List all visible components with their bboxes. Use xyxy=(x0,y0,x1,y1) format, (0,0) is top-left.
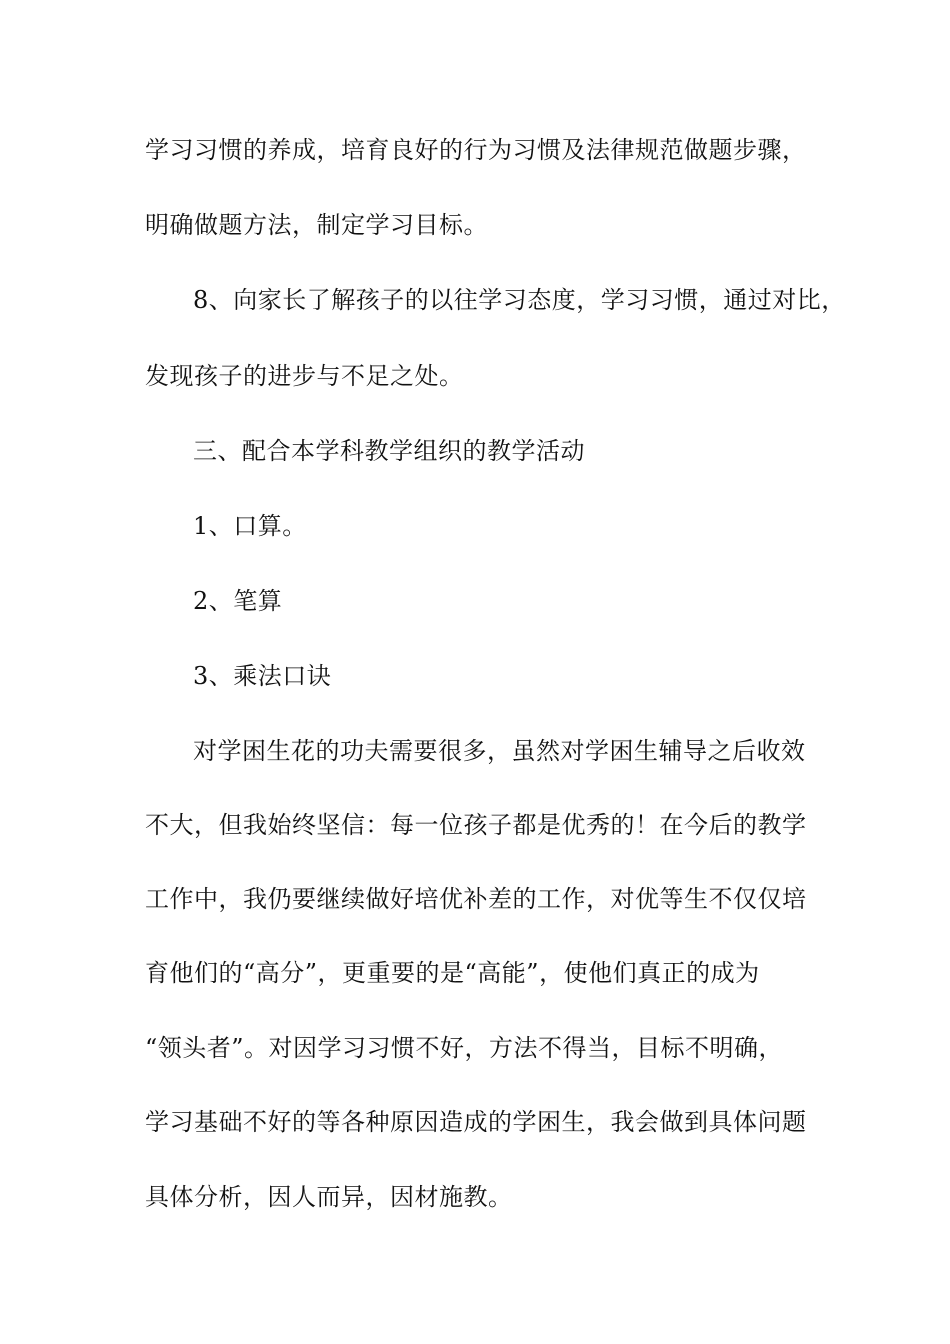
paragraph-line: 学习习惯的养成，培育良好的行为习惯及法律规范做题步骤， xyxy=(145,136,807,164)
paragraph-line: 工作中，我仍要继续做好培优补差的工作，对优等生不仅仅培 xyxy=(145,885,807,913)
paragraph-line: 育他们的“高分”，更重要的是“高能”，使他们真正的成为 xyxy=(145,959,760,987)
paragraph-line: 发现孩子的进步与不足之处。 xyxy=(145,362,464,390)
paragraph-line: 具体分析，因人而异，因材施教。 xyxy=(145,1183,513,1211)
paragraph-line: 8、向家长了解孩子的以往学习态度，学习习惯，通过对比， xyxy=(193,286,846,314)
list-item: 3、乘法口诀 xyxy=(193,662,332,690)
paragraph-line: 不大，但我始终坚信：每一位孩子都是优秀的！在今后的教学 xyxy=(145,811,807,839)
paragraph-line: “领头者”。对因学习习惯不好，方法不得当，目标不明确， xyxy=(145,1034,784,1062)
list-item: 1、口算。 xyxy=(193,512,307,540)
paragraph-line: 明确做题方法，制定学习目标。 xyxy=(145,211,488,239)
section-heading: 三、配合本学科教学组织的教学活动 xyxy=(193,437,585,465)
paragraph-line: 对学困生花的功夫需要很多，虽然对学困生辅导之后收效 xyxy=(193,737,806,765)
paragraph-line: 学习基础不好的等各种原因造成的学困生，我会做到具体问题 xyxy=(145,1108,807,1136)
list-item: 2、笔算 xyxy=(193,587,283,615)
